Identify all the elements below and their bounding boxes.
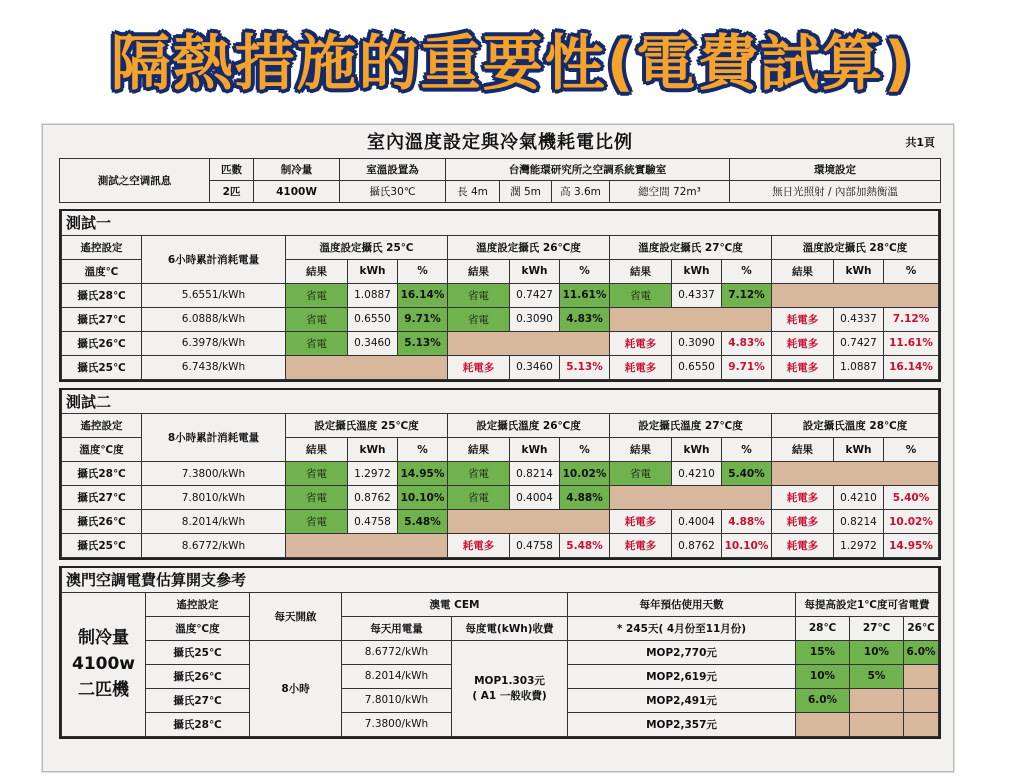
cell-result: 耗電多 bbox=[448, 534, 510, 558]
test1-sub-kwh: kWh bbox=[510, 259, 560, 283]
test2-h-temp: 溫度℃度 bbox=[62, 438, 142, 462]
cell-pct: 5.48% bbox=[560, 534, 610, 558]
row-temp: 攝氏25℃ bbox=[62, 355, 142, 379]
cell-kwh: 0.4004 bbox=[672, 510, 722, 534]
empty-cell bbox=[772, 283, 939, 307]
macau-rate bbox=[452, 640, 568, 736]
test1-group-28: 溫度設定攝氏 28℃度 bbox=[772, 235, 939, 259]
cell-kwh: 0.4758 bbox=[348, 510, 398, 534]
cell-kwh: 1.0887 bbox=[348, 283, 398, 307]
cell-kwh: 0.4210 bbox=[834, 486, 884, 510]
test2-sub-kwh: kWh bbox=[672, 438, 722, 462]
macau-year: MOP2,770元 bbox=[568, 640, 796, 664]
macau-left-label-1: 制冷量 bbox=[78, 628, 129, 648]
cell-pct: 5.48% bbox=[398, 510, 448, 534]
empty-cell bbox=[448, 331, 610, 355]
cell-pct: 5.13% bbox=[560, 355, 610, 379]
cell-pct: 10.10% bbox=[398, 486, 448, 510]
cell-result: 耗電多 bbox=[610, 510, 672, 534]
cell-pct: 11.61% bbox=[884, 331, 939, 355]
macau-save-26 bbox=[904, 664, 939, 688]
info-h-units: 匹數 bbox=[210, 159, 254, 181]
table-row bbox=[62, 307, 939, 331]
table-row bbox=[62, 510, 939, 534]
info-cooling: 4100W bbox=[254, 181, 340, 203]
test2-section bbox=[59, 388, 941, 561]
macau-h-setting: 遙控設定 bbox=[146, 592, 250, 616]
sheet-title: 室內溫度設定與冷氣機耗電比例 bbox=[367, 132, 633, 153]
table-row bbox=[62, 486, 939, 510]
test1-h-total: 6小時累計消耗電量 bbox=[142, 235, 286, 283]
info-units: 2匹 bbox=[210, 181, 254, 203]
macau-temp: 攝氏27℃ bbox=[146, 688, 250, 712]
cell-pct: 10.10% bbox=[722, 534, 772, 558]
info-label: 測試之空调訊息 bbox=[60, 159, 210, 203]
macau-section bbox=[59, 566, 941, 739]
table-row bbox=[62, 534, 939, 558]
macau-save-28: 15% bbox=[796, 640, 850, 664]
test2-group-27: 設定攝氏溫度 27℃度 bbox=[610, 414, 772, 438]
test2-sub-result: 結果 bbox=[610, 438, 672, 462]
test2-group-26: 設定攝氏溫度 26℃度 bbox=[448, 414, 610, 438]
cell-result: 耗電多 bbox=[610, 534, 672, 558]
info-h-cooling: 制冷量 bbox=[254, 159, 340, 181]
macau-save-27 bbox=[850, 688, 904, 712]
test2-sub-kwh: kWh bbox=[834, 438, 884, 462]
test1-sub-result: 結果 bbox=[610, 259, 672, 283]
cell-result: 省電 bbox=[610, 462, 672, 486]
info-width: 濶 5m bbox=[500, 181, 552, 203]
row-total: 7.8010/kWh bbox=[142, 486, 286, 510]
row-temp: 攝氏28℃ bbox=[62, 462, 142, 486]
cell-pct: 5.13% bbox=[398, 331, 448, 355]
macau-h-days: 每年預估使用天數 bbox=[568, 592, 796, 616]
row-temp: 攝氏26℃ bbox=[62, 510, 142, 534]
cell-result: 省電 bbox=[448, 307, 510, 331]
macau-temp: 攝氏26℃ bbox=[146, 664, 250, 688]
macau-save-26 bbox=[904, 712, 939, 736]
cell-kwh: 0.6550 bbox=[672, 355, 722, 379]
cell-pct: 14.95% bbox=[398, 462, 448, 486]
test2-h-total: 8小時累計消耗電量 bbox=[142, 414, 286, 462]
empty-cell bbox=[286, 355, 448, 379]
test2-group-28: 設定攝氏溫度 28℃度 bbox=[772, 414, 939, 438]
row-temp: 攝氏27℃ bbox=[62, 307, 142, 331]
macau-left-label-3: 二匹機 bbox=[78, 680, 129, 700]
cell-kwh: 0.4337 bbox=[672, 283, 722, 307]
macau-h-daily: 每天用電量 bbox=[342, 616, 452, 640]
cell-pct: 16.14% bbox=[398, 283, 448, 307]
macau-save-28 bbox=[796, 712, 850, 736]
cell-pct: 10.02% bbox=[560, 462, 610, 486]
cell-pct: 9.71% bbox=[722, 355, 772, 379]
row-temp: 攝氏25℃ bbox=[62, 534, 142, 558]
macau-title: 澳門空調電費估算開支參考 bbox=[62, 568, 939, 592]
macau-hours: 8小時 bbox=[250, 640, 342, 736]
info-h-env: 環境設定 bbox=[730, 159, 941, 181]
test1-h-setting: 遙控設定 bbox=[62, 235, 142, 259]
row-total: 6.3978/kWh bbox=[142, 331, 286, 355]
macau-h-hours: 每天開啟 bbox=[250, 592, 342, 640]
macau-h-days-sub: * 245天( 4月份至11月份) bbox=[568, 616, 796, 640]
macau-h-27: 27℃ bbox=[850, 616, 904, 640]
cell-kwh: 1.0887 bbox=[834, 355, 884, 379]
row-total: 6.7438/kWh bbox=[142, 355, 286, 379]
test2-sub-pct: % bbox=[398, 438, 448, 462]
table-row bbox=[62, 283, 939, 307]
cell-result: 省電 bbox=[286, 307, 348, 331]
cell-kwh: 0.8214 bbox=[834, 510, 884, 534]
test2-table bbox=[61, 390, 939, 559]
test2-sub-pct: % bbox=[722, 438, 772, 462]
table-row bbox=[62, 331, 939, 355]
macau-save-26 bbox=[904, 688, 939, 712]
cell-pct: 11.61% bbox=[560, 283, 610, 307]
cell-kwh: 1.2972 bbox=[348, 462, 398, 486]
cell-pct: 4.88% bbox=[560, 486, 610, 510]
macau-daily: 7.3800/kWh bbox=[342, 712, 452, 736]
row-total: 7.3800/kWh bbox=[142, 462, 286, 486]
cell-pct: 5.40% bbox=[884, 486, 939, 510]
cell-kwh: 0.4004 bbox=[510, 486, 560, 510]
macau-h-28: 28℃ bbox=[796, 616, 850, 640]
test1-table bbox=[61, 211, 939, 380]
info-length: 長 4m bbox=[446, 181, 500, 203]
macau-daily: 8.6772/kWh bbox=[342, 640, 452, 664]
banner bbox=[0, 0, 1024, 118]
cell-result: 省電 bbox=[286, 462, 348, 486]
test2-sub-result: 結果 bbox=[448, 438, 510, 462]
cell-result: 省電 bbox=[286, 510, 348, 534]
cell-pct: 14.95% bbox=[884, 534, 939, 558]
banner-title: 隔熱措施的重要性(電費試算) bbox=[110, 29, 914, 99]
test1-sub-pct: % bbox=[722, 259, 772, 283]
macau-temp: 攝氏25℃ bbox=[146, 640, 250, 664]
test1-h-temp: 溫度℃ bbox=[62, 259, 142, 283]
macau-rate-1: MOP1.303元 bbox=[474, 675, 545, 687]
empty-cell bbox=[448, 510, 610, 534]
cell-result: 耗電多 bbox=[772, 486, 834, 510]
empty-cell bbox=[772, 462, 939, 486]
test1-title: 測試一 bbox=[62, 211, 939, 235]
row-temp: 攝氏27℃ bbox=[62, 486, 142, 510]
cell-result: 省電 bbox=[286, 486, 348, 510]
test2-sub-result: 結果 bbox=[286, 438, 348, 462]
cell-kwh: 0.7427 bbox=[834, 331, 884, 355]
cell-result: 耗電多 bbox=[772, 534, 834, 558]
cell-result: 耗電多 bbox=[610, 331, 672, 355]
cell-kwh: 0.6550 bbox=[348, 307, 398, 331]
test1-sub-kwh: kWh bbox=[834, 259, 884, 283]
macau-left-label bbox=[62, 592, 146, 736]
cell-kwh: 0.3460 bbox=[510, 355, 560, 379]
test2-group-25: 設定攝氏溫度 25℃度 bbox=[286, 414, 448, 438]
cell-kwh: 0.3090 bbox=[510, 307, 560, 331]
empty-cell bbox=[610, 307, 772, 331]
info-space: 總空間 72m³ bbox=[610, 181, 730, 203]
test2-sub-kwh: kWh bbox=[348, 438, 398, 462]
info-h-lab: 台灣能環研究所之空調系統實驗室 bbox=[446, 159, 730, 181]
table-row bbox=[62, 640, 939, 664]
macau-h-26: 26℃ bbox=[904, 616, 939, 640]
test2-sub-kwh: kWh bbox=[510, 438, 560, 462]
test1-sub-result: 結果 bbox=[448, 259, 510, 283]
cell-result: 耗電多 bbox=[448, 355, 510, 379]
cell-result: 耗電多 bbox=[772, 307, 834, 331]
cell-pct: 4.88% bbox=[722, 510, 772, 534]
macau-daily: 7.8010/kWh bbox=[342, 688, 452, 712]
cell-kwh: 0.7427 bbox=[510, 283, 560, 307]
macau-h-temp: 溫度℃度 bbox=[146, 616, 250, 640]
cell-result: 省電 bbox=[448, 486, 510, 510]
cell-result: 耗電多 bbox=[772, 510, 834, 534]
test1-sub-kwh: kWh bbox=[348, 259, 398, 283]
macau-daily: 8.2014/kWh bbox=[342, 664, 452, 688]
cell-pct: 7.12% bbox=[722, 283, 772, 307]
row-temp: 攝氏26℃ bbox=[62, 331, 142, 355]
page-count: 共1頁 bbox=[905, 136, 935, 149]
cell-result: 省電 bbox=[286, 331, 348, 355]
cell-pct: 4.83% bbox=[722, 331, 772, 355]
macau-year: MOP2,357元 bbox=[568, 712, 796, 736]
macau-h-rate: 每度電(kWh)收費 bbox=[452, 616, 568, 640]
document-sheet bbox=[42, 124, 954, 772]
macau-save-27: 5% bbox=[850, 664, 904, 688]
macau-h-save: 每提高設定1℃度可省電費 bbox=[796, 592, 939, 616]
test1-sub-pct: % bbox=[884, 259, 939, 283]
cell-pct: 4.83% bbox=[560, 307, 610, 331]
cell-result: 省電 bbox=[448, 462, 510, 486]
info-h-room: 室溫設置為 bbox=[340, 159, 446, 181]
cell-result: 耗電多 bbox=[610, 355, 672, 379]
cell-result: 省電 bbox=[448, 283, 510, 307]
empty-cell bbox=[286, 534, 448, 558]
cell-kwh: 0.8762 bbox=[348, 486, 398, 510]
table-row bbox=[62, 462, 939, 486]
test1-sub-pct: % bbox=[560, 259, 610, 283]
macau-year: MOP2,619元 bbox=[568, 664, 796, 688]
test-info-table bbox=[59, 158, 941, 203]
info-room: 攝氏30℃ bbox=[340, 181, 446, 203]
cell-kwh: 0.4210 bbox=[672, 462, 722, 486]
test2-sub-result: 結果 bbox=[772, 438, 834, 462]
row-total: 5.6551/kWh bbox=[142, 283, 286, 307]
info-env: 無日光照射 / 內部加熱衡溫 bbox=[730, 181, 941, 203]
info-height: 高 3.6m bbox=[552, 181, 610, 203]
cell-kwh: 0.4337 bbox=[834, 307, 884, 331]
macau-temp: 攝氏28℃ bbox=[146, 712, 250, 736]
test1-section bbox=[59, 209, 941, 382]
cell-pct: 9.71% bbox=[398, 307, 448, 331]
test1-sub-result: 結果 bbox=[286, 259, 348, 283]
cell-pct: 7.12% bbox=[884, 307, 939, 331]
cell-result: 省電 bbox=[286, 283, 348, 307]
macau-save-27 bbox=[850, 712, 904, 736]
row-temp: 攝氏28℃ bbox=[62, 283, 142, 307]
test2-sub-pct: % bbox=[560, 438, 610, 462]
cell-pct: 5.40% bbox=[722, 462, 772, 486]
test1-sub-kwh: kWh bbox=[672, 259, 722, 283]
cell-kwh: 0.4758 bbox=[510, 534, 560, 558]
cell-kwh: 1.2972 bbox=[834, 534, 884, 558]
cell-result: 耗電多 bbox=[772, 355, 834, 379]
test2-title: 測試二 bbox=[62, 390, 939, 414]
table-row bbox=[62, 355, 939, 379]
macau-table bbox=[61, 568, 939, 737]
macau-rate-2: ( A1 一般收費) bbox=[472, 690, 547, 702]
macau-save-27: 10% bbox=[850, 640, 904, 664]
cell-kwh: 0.8762 bbox=[672, 534, 722, 558]
macau-h-cem: 澳電 CEM bbox=[342, 592, 568, 616]
row-total: 6.0888/kWh bbox=[142, 307, 286, 331]
cell-pct: 10.02% bbox=[884, 510, 939, 534]
test1-sub-result: 結果 bbox=[772, 259, 834, 283]
test2-h-setting: 遙控設定 bbox=[62, 414, 142, 438]
macau-left-label-2: 4100w bbox=[71, 654, 136, 674]
empty-cell bbox=[610, 486, 772, 510]
test1-group-27: 溫度設定攝氏 27℃度 bbox=[610, 235, 772, 259]
cell-kwh: 0.3090 bbox=[672, 331, 722, 355]
test2-sub-pct: % bbox=[884, 438, 939, 462]
row-total: 8.2014/kWh bbox=[142, 510, 286, 534]
cell-result: 耗電多 bbox=[772, 331, 834, 355]
macau-year: MOP2,491元 bbox=[568, 688, 796, 712]
test1-group-25: 溫度設定攝氏 25℃ bbox=[286, 235, 448, 259]
macau-save-28: 6.0% bbox=[796, 688, 850, 712]
row-total: 8.6772/kWh bbox=[142, 534, 286, 558]
macau-save-26: 6.0% bbox=[904, 640, 939, 664]
test1-sub-pct: % bbox=[398, 259, 448, 283]
cell-kwh: 0.3460 bbox=[348, 331, 398, 355]
cell-kwh: 0.8214 bbox=[510, 462, 560, 486]
cell-pct: 16.14% bbox=[884, 355, 939, 379]
cell-result: 省電 bbox=[610, 283, 672, 307]
macau-save-28: 10% bbox=[796, 664, 850, 688]
sheet-header bbox=[59, 128, 941, 158]
test1-group-26: 溫度設定攝氏 26℃度 bbox=[448, 235, 610, 259]
